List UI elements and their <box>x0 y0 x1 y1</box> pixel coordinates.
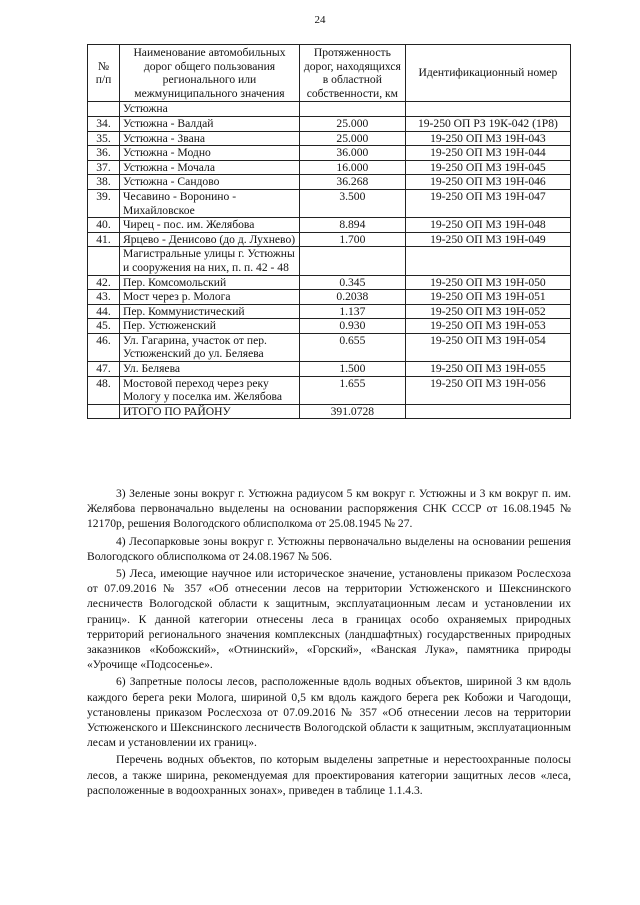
table-row <box>88 290 571 305</box>
cell-length: 0.930 <box>299 319 405 334</box>
cell-num: 36. <box>88 146 120 161</box>
cell-id <box>405 247 570 275</box>
cell-length: 0.655 <box>299 333 405 361</box>
cell-name: Пер. Коммунистический <box>120 304 300 319</box>
cell-length: 3.500 <box>299 189 405 217</box>
cell-id: 19-250 ОП МЗ 19Н-049 <box>405 232 570 247</box>
cell-name: Устюжна - Валдай <box>120 116 300 131</box>
cell-num: 48. <box>88 376 120 404</box>
table-header-row <box>88 45 571 102</box>
cell-name: ИТОГО ПО РАЙОНУ <box>120 404 300 419</box>
table-row <box>88 362 571 377</box>
cell-num: 34. <box>88 116 120 131</box>
cell-num: 40. <box>88 218 120 233</box>
cell-name: Устюжна - Мочала <box>120 160 300 175</box>
table-row <box>88 131 571 146</box>
cell-num: 45. <box>88 319 120 334</box>
header-length: Протяженность дорог, находящихся в областной собственности, км <box>299 45 405 102</box>
header-name: Наименование автомобильных дорог общего пользования регионального или межмуниципального значения <box>120 45 300 102</box>
cell-name: Мостовой переход через реку Мологу у поселка им. Желябова <box>120 376 300 404</box>
table-row <box>88 304 571 319</box>
table-row <box>88 102 571 117</box>
roads-table <box>87 44 571 419</box>
cell-name: Ул. Беляева <box>120 362 300 377</box>
cell-length: 25.000 <box>299 116 405 131</box>
cell-name: Устюжна - Модно <box>120 146 300 161</box>
table-row <box>88 175 571 190</box>
cell-length: 1.500 <box>299 362 405 377</box>
cell-name: Чирец - пос. им. Желябова <box>120 218 300 233</box>
table-body <box>88 102 571 419</box>
cell-length: 8.894 <box>299 218 405 233</box>
cell-name: Ул. Гагарина, участок от пер. Устюженский до ул. Беляева <box>120 333 300 361</box>
cell-num: 35. <box>88 131 120 146</box>
cell-num: 39. <box>88 189 120 217</box>
cell-num <box>88 102 120 117</box>
cell-length: 0.2038 <box>299 290 405 305</box>
cell-name: Пер. Устюженский <box>120 319 300 334</box>
cell-length: 16.000 <box>299 160 405 175</box>
table-row <box>88 146 571 161</box>
cell-length: 36.268 <box>299 175 405 190</box>
cell-name: Мост через р. Молога <box>120 290 300 305</box>
cell-name: Ярцево - Денисово (до д. Лухнево) <box>120 232 300 247</box>
cell-id <box>405 102 570 117</box>
cell-name: Чесавино - Воронино - Михайловское <box>120 189 300 217</box>
cell-id: 19-250 ОП МЗ 19Н-051 <box>405 290 570 305</box>
cell-id: 19-250 ОП РЗ 19К-042 (1Р8) <box>405 116 570 131</box>
cell-num: 47. <box>88 362 120 377</box>
cell-name: Устюжна - Звана <box>120 131 300 146</box>
table-row <box>88 160 571 175</box>
cell-length: 36.000 <box>299 146 405 161</box>
cell-length: 25.000 <box>299 131 405 146</box>
cell-length: 1.137 <box>299 304 405 319</box>
table-row <box>88 376 571 404</box>
table-row <box>88 189 571 217</box>
table-row <box>88 275 571 290</box>
cell-id: 19-250 ОП МЗ 19Н-053 <box>405 319 570 334</box>
cell-id: 19-250 ОП МЗ 19Н-054 <box>405 333 570 361</box>
cell-length: 391.0728 <box>299 404 405 419</box>
cell-id: 19-250 ОП МЗ 19Н-055 <box>405 362 570 377</box>
header-num: № п/п <box>88 45 120 102</box>
table-row <box>88 232 571 247</box>
table-row <box>88 116 571 131</box>
cell-id: 19-250 ОП МЗ 19Н-047 <box>405 189 570 217</box>
table-row <box>88 333 571 361</box>
page-number: 24 <box>314 14 326 26</box>
cell-num <box>88 404 120 419</box>
table-row <box>88 247 571 275</box>
paragraph-green-zones: 3) Зеленые зоны вокруг г. Устюжна радиусом 5 км вокруг г. Устюжны и 3 км вокруг п. им. Желябова первоначально выделены на основании распоряжения СНК СССР от 16.08.1945 № 12170р, решения Вологодского облисполкома от 25.08.1945 № 27. <box>87 487 571 531</box>
cell-id: 19-250 ОП МЗ 19Н-043 <box>405 131 570 146</box>
cell-name: Устюжна - Сандово <box>120 175 300 190</box>
cell-num: 44. <box>88 304 120 319</box>
cell-length: 0.345 <box>299 275 405 290</box>
cell-length: 1.700 <box>299 232 405 247</box>
cell-id: 19-250 ОП МЗ 19Н-045 <box>405 160 570 175</box>
body-text <box>87 486 571 800</box>
paragraph-scientific-forests: 5) Леса, имеющие научное или историческое значение, установлены приказом Рослесхоза от 07.09.2016 № 357 «Об отнесении лесов на территории Устюженского и Шекснинского лесничеств Вологодской области к защитным, эксплуатационным лесам и установлении их границ». К данной категории отнесены леса в границах особо охраняемых природных территорий регионального значения комплексных (ландшафтных) государственных природных заказников «Кобожский», «Отнинский», «Горский», «Ванская Лука», памятника природы «Урочище «Подсосенье». <box>87 567 571 672</box>
table-row <box>88 218 571 233</box>
cell-num <box>88 247 120 275</box>
cell-length <box>299 102 405 117</box>
paragraph-water-objects: Перечень водных объектов, по которым выделены запретные и нерестоохранные полосы лесов, а также ширина, рекомендуемая для проектирования категории защитных лесов «леса, расположенные в водоохранных зонах», приведен в таблице 1.1.4.3. <box>87 753 571 797</box>
cell-num: 38. <box>88 175 120 190</box>
paragraph-restricted-strips: 6) Запретные полосы лесов, расположенные вдоль водных объектов, шириной 3 км вдоль каждого берега реки Молога, шириной 0,5 км вдоль каждого берега рек Кобожи и Чагодощи, установлены приказом Рослесхоза от 07.09.2016 № 357 «Об отнесении лесов на территории Устюженского и Шекснинского лесничеств Вологодской области к защитным, эксплуатационным лесам и установлении их границ». <box>87 675 571 750</box>
cell-num: 43. <box>88 290 120 305</box>
cell-id: 19-250 ОП МЗ 19Н-048 <box>405 218 570 233</box>
cell-id: 19-250 ОП МЗ 19Н-044 <box>405 146 570 161</box>
cell-length <box>299 247 405 275</box>
cell-id: 19-250 ОП МЗ 19Н-056 <box>405 376 570 404</box>
cell-name: Пер. Комсомольский <box>120 275 300 290</box>
cell-id <box>405 404 570 419</box>
table-row <box>88 319 571 334</box>
header-id: Идентификационный номер <box>405 45 570 102</box>
cell-id: 19-250 ОП МЗ 19Н-052 <box>405 304 570 319</box>
cell-num: 46. <box>88 333 120 361</box>
paragraph-forest-park-zones: 4) Лесопарковые зоны вокруг г. Устюжны первоначально выделены на основании решения Вологодского облисполкома от 24.08.1967 № 506. <box>87 534 571 563</box>
cell-num: 37. <box>88 160 120 175</box>
cell-name: Устюжна <box>120 102 300 117</box>
cell-length: 1.655 <box>299 376 405 404</box>
cell-num: 41. <box>88 232 120 247</box>
cell-id: 19-250 ОП МЗ 19Н-046 <box>405 175 570 190</box>
cell-name: Магистральные улицы г. Устюжны и сооружения на них, п. п. 42 - 48 <box>120 247 300 275</box>
cell-id: 19-250 ОП МЗ 19Н-050 <box>405 275 570 290</box>
table-row <box>88 404 571 419</box>
cell-num: 42. <box>88 275 120 290</box>
